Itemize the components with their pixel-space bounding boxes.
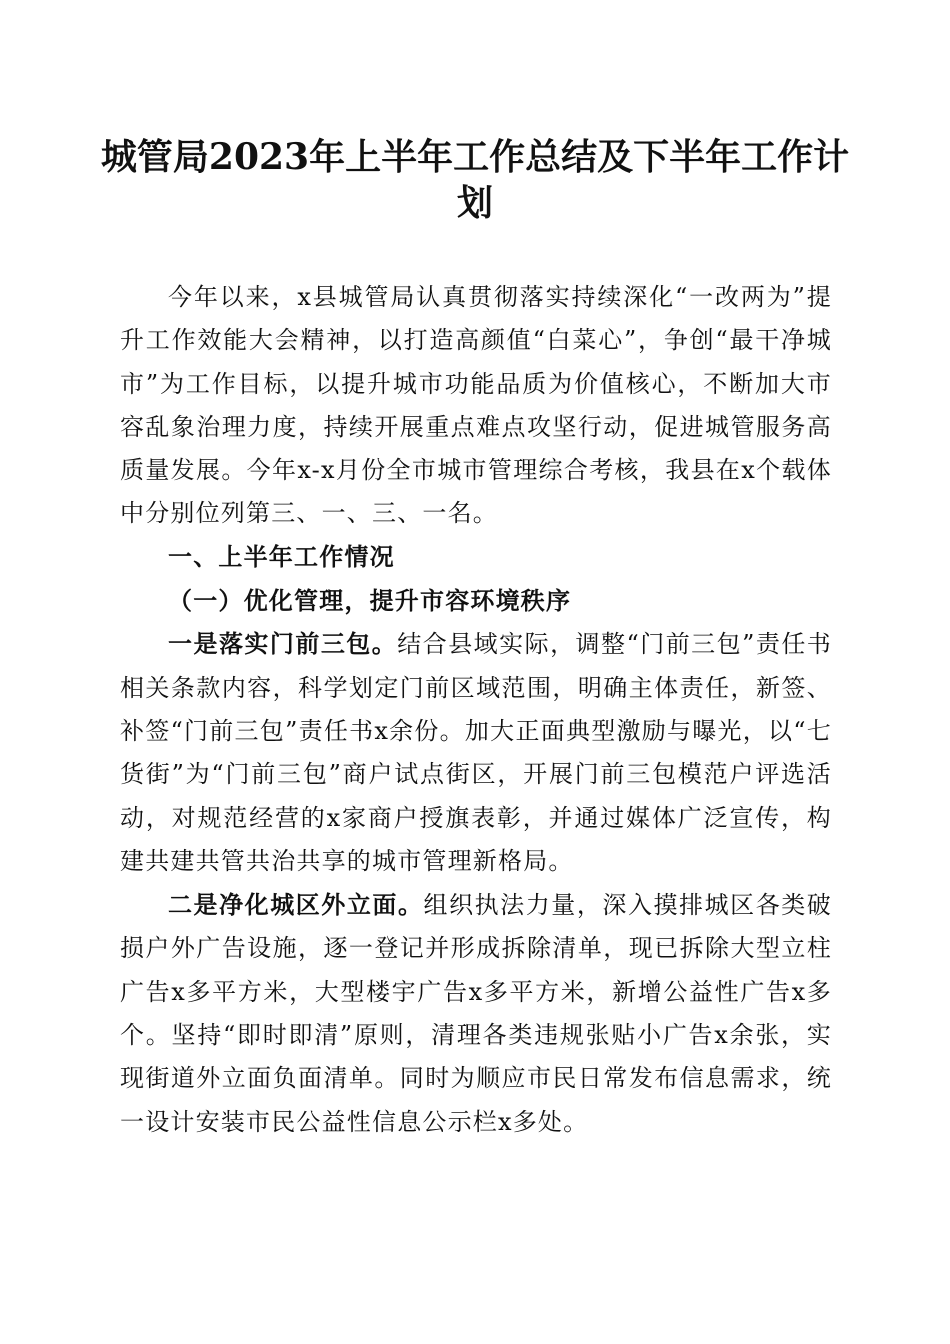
item-text-2: 组织执法力量，深入摸排城区各类破损户外广告设施，逐一登记并形成拆除清单，现已拆除大型立柱广告x多平方米，大型楼宇广告x多平方米，新增公益性广告x多个。坚持“即时即清”原则，清理各类违规张贴小广告x余张，实现街道外立面负面清单。同时为顺应市民日常发布信息需求，统一设计安装市民公益性信息公示栏x多处。	[120, 891, 833, 1136]
section-heading: 一、上半年工作情况	[168, 542, 395, 571]
item-lead-2: 二是净化城区外立面。	[168, 890, 424, 920]
document-title: 城管局2023年上半年工作总结及下半年工作计划	[100, 136, 850, 224]
item-text-1: 结合县域实际，调整“门前三包”责任书相关条款内容，科学划定门前区域范围，明确主体责任，新签、补签“门前三包”责任书x余份。加大正面典型激励与曝光，以“七货街”为“门前三包”商户试点街区，开展门前三包模范户评选活动，对规范经营的x家商户授旗表彰，并通过媒体广泛宣传，构建共建共管共治共享的城市管理新格局。	[120, 630, 832, 875]
subsection-heading: （一）优化管理，提升市容环境秩序	[168, 586, 572, 616]
item-paragraph-2	[120, 883, 832, 1144]
item-lead-1: 一是落实门前三包。	[168, 629, 398, 659]
item-paragraph-1	[120, 622, 832, 883]
document-body	[120, 276, 832, 1144]
intro-paragraph: 今年以来，x县城管局认真贯彻落实持续深化“一改两为”提升工作效能大会精神，以打造高颜值“白菜心”，争创“最干净城市”为工作目标，以提升城市功能品质为价值核心，不断加大市容乱象治理力度，持续开展重点难点攻坚行动，促进城管服务高质量发展。今年x-x月份全市城市管理综合考核，我县在x个载体中分别位列第三、一、三、一名。	[120, 283, 832, 528]
